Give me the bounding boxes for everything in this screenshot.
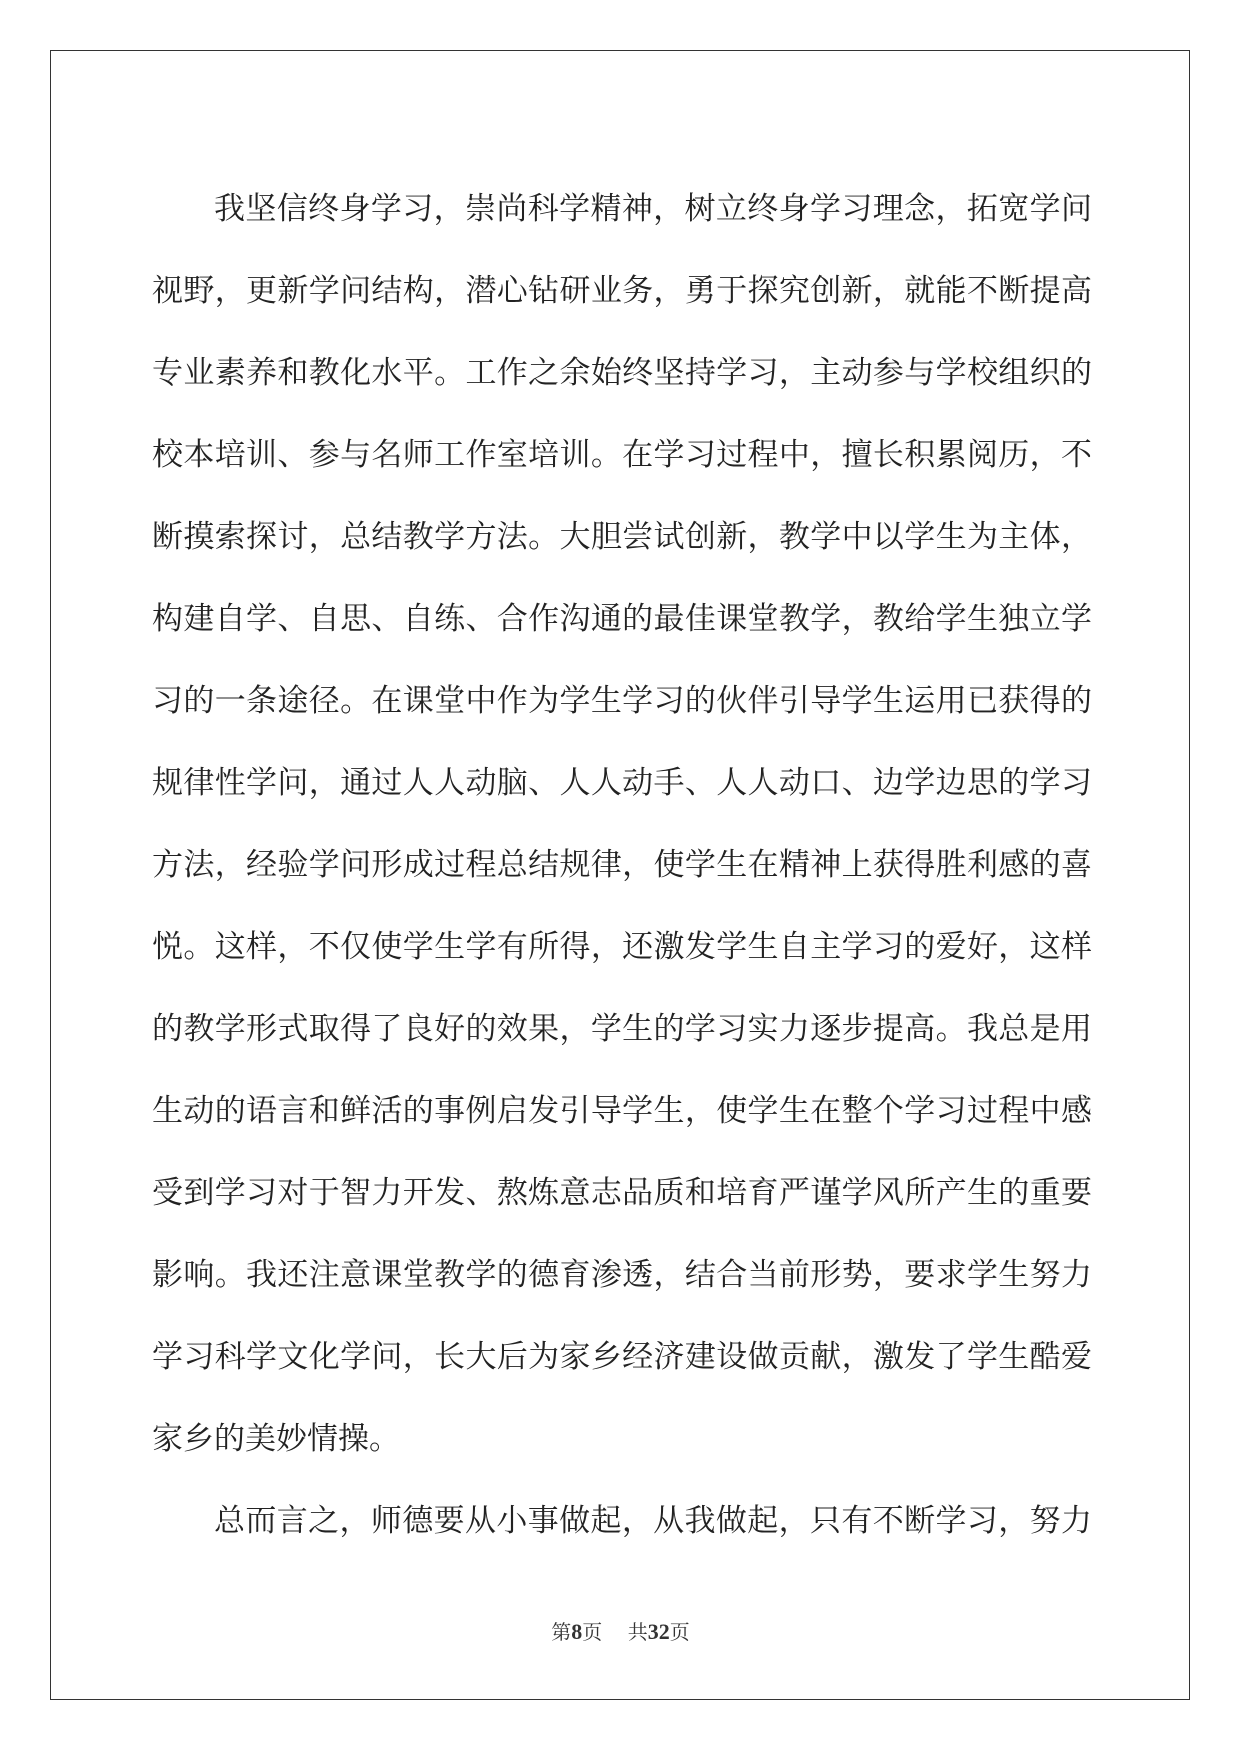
text-line: 悦。这样，不仅使学生学有所得，还激发学生自主学习的爱好，这样 <box>152 929 1092 965</box>
text-line: 家乡的美妙情操。 <box>152 1421 400 1457</box>
total-suffix: 页 <box>669 1620 690 1644</box>
text-line: 我坚信终身学习，崇尚科学精神，树立终身学习理念，拓宽学问 <box>214 191 1092 227</box>
text-line: 习的一条途径。在课堂中作为学生学习的伙伴引导学生运用已获得的 <box>152 683 1092 719</box>
text-line: 方法，经验学问形成过程总结规律，使学生在精神上获得胜利感的喜 <box>152 847 1092 883</box>
text-line: 生动的语言和鲜活的事例启发引导学生，使学生在整个学习过程中感 <box>152 1093 1092 1129</box>
text-line: 的教学形式取得了良好的效果，学生的学习实力逐步提高。我总是用 <box>152 1011 1092 1047</box>
text-line: 受到学习对于智力开发、熬炼意志品质和培育严谨学风所产生的重要 <box>152 1175 1092 1211</box>
total-pages: 32 <box>647 1619 670 1644</box>
page-suffix: 页 <box>582 1620 603 1644</box>
text-line: 总而言之，师德要从小事做起，从我做起，只有不断学习，努力 <box>214 1503 1092 1539</box>
page-number: 8 <box>571 1619 583 1644</box>
text-line: 专业素养和教化水平。工作之余始终坚持学习，主动参与学校组织的 <box>152 355 1092 391</box>
page-prefix: 第 <box>551 1620 572 1644</box>
body-text <box>152 168 1092 1562</box>
text-line: 学习科学文化学问，长大后为家乡经济建设做贡献，激发了学生酷爱 <box>152 1339 1092 1375</box>
text-line: 构建自学、自思、自练、合作沟通的最佳课堂教学，教给学生独立学 <box>152 601 1092 637</box>
text-line: 视野，更新学问结构，潜心钻研业务，勇于探究创新，就能不断提高 <box>152 273 1092 309</box>
text-line: 影响。我还注意课堂教学的德育渗透，结合当前形势，要求学生努力 <box>152 1257 1092 1293</box>
total-prefix: 共 <box>627 1620 648 1644</box>
text-line: 校本培训、参与名师工作室培训。在学习过程中，擅长积累阅历，不 <box>152 437 1092 473</box>
text-line: 规律性学问，通过人人动脑、人人动手、人人动口、边学边思的学习 <box>152 765 1092 801</box>
text-line: 断摸索探讨，总结教学方法。大胆尝试创新，教学中以学生为主体， <box>152 519 1092 555</box>
page-footer <box>0 1616 1241 1645</box>
